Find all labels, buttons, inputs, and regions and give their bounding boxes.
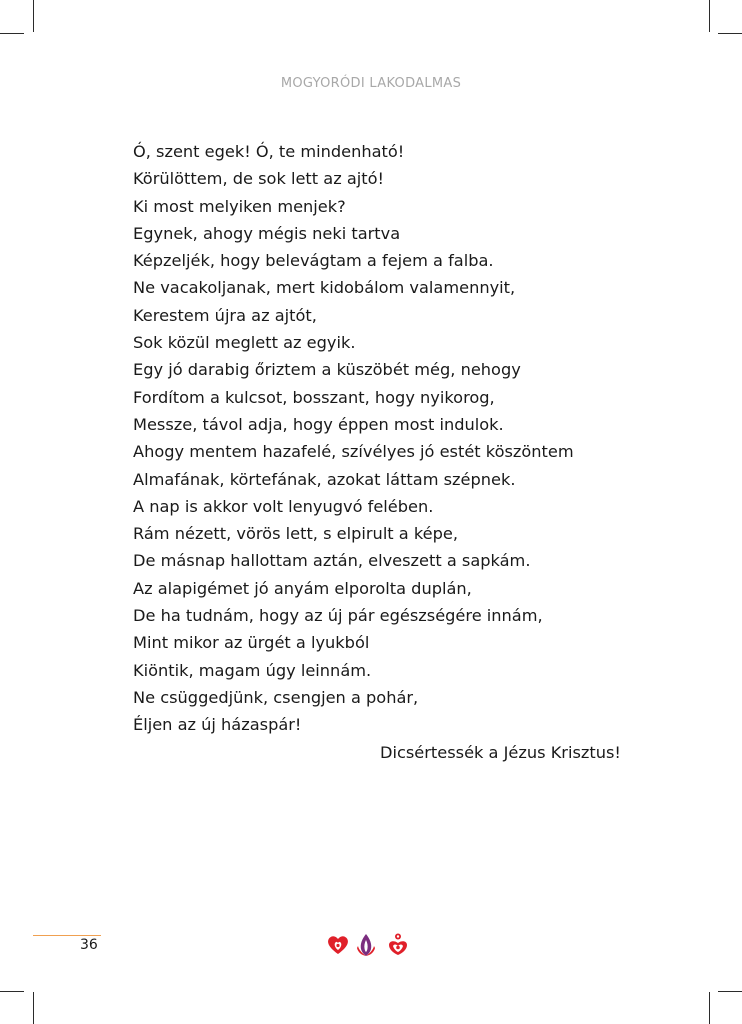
poem-line: Egynek, ahogy mégis neki tartva (133, 223, 401, 243)
heart-folk-ornament-icon (328, 936, 348, 954)
poem-line: Mint mikor az ürgét a lyukból (133, 633, 370, 653)
poem-line: Rám nézett, vörös lett, s elpirult a képe, (133, 524, 459, 544)
poem-line: Ki most melyiken menjek? (133, 196, 346, 216)
poem-line: Ne vacakoljanak, mert kidobálom valamennyit, (133, 278, 516, 298)
poem-line: Egy jó darabig őriztem a küszöbét még, nehogy (133, 360, 521, 380)
poem-body (133, 138, 633, 739)
crop-mark-top-left-h (0, 33, 24, 34)
poem-line: Kerestem újra az ajtót, (133, 305, 317, 325)
crop-mark-bottom-right-h (718, 991, 742, 992)
poem-line: A nap is akkor volt lenyugvó felében. (133, 496, 434, 516)
poem-line: Kiöntik, magam úgy leinnám. (133, 660, 372, 680)
poem-line: Ó, szent egek! Ó, te mindenható! (133, 142, 405, 161)
crop-mark-bottom-left (33, 992, 34, 1024)
poem-line: Almafának, körtefának, azokat láttam szépnek. (133, 469, 516, 489)
crop-mark-top-left (33, 0, 34, 32)
poem-line: Ne csüggedjünk, csengjen a pohár, (133, 687, 419, 707)
flower-folk-ornament-icon (389, 934, 407, 956)
footer-accent-rule (33, 935, 101, 936)
tulip-folk-ornament-icon (357, 934, 375, 956)
page-number: 36 (80, 937, 98, 953)
poem-line: Éljen az új házaspár! (133, 715, 302, 735)
crop-mark-bottom-right (709, 992, 710, 1024)
running-title: MOGYORÓDI LAKODALMAS (280, 76, 462, 91)
folk-ornaments (326, 932, 416, 958)
poem-line: Ahogy mentem hazafelé, szívélyes jó estét köszöntem (133, 442, 574, 462)
crop-mark-top-right-h (718, 33, 742, 34)
closing-greeting: Dicsértessék a Jézus Krisztus! (380, 743, 621, 762)
poem-line: Képzeljék, hogy belevágtam a fejem a falba. (133, 251, 494, 271)
poem-line: Sok közül meglett az egyik. (133, 333, 356, 353)
crop-mark-top-right (709, 0, 710, 32)
crop-mark-bottom-left-h (0, 991, 24, 992)
poem-line: De ha tudnám, hogy az új pár egészségére innám, (133, 606, 543, 626)
poem-line: Messze, távol adja, hogy éppen most indulok. (133, 414, 504, 434)
poem-line: Körülöttem, de sok lett az ajtó! (133, 169, 384, 189)
poem-line: Fordítom a kulcsot, bosszant, hogy nyikorog, (133, 387, 495, 407)
poem-line: Az alapigémet jó anyám elporolta duplán, (133, 578, 472, 598)
poem-line: De másnap hallottam aztán, elveszett a sapkám. (133, 551, 531, 571)
